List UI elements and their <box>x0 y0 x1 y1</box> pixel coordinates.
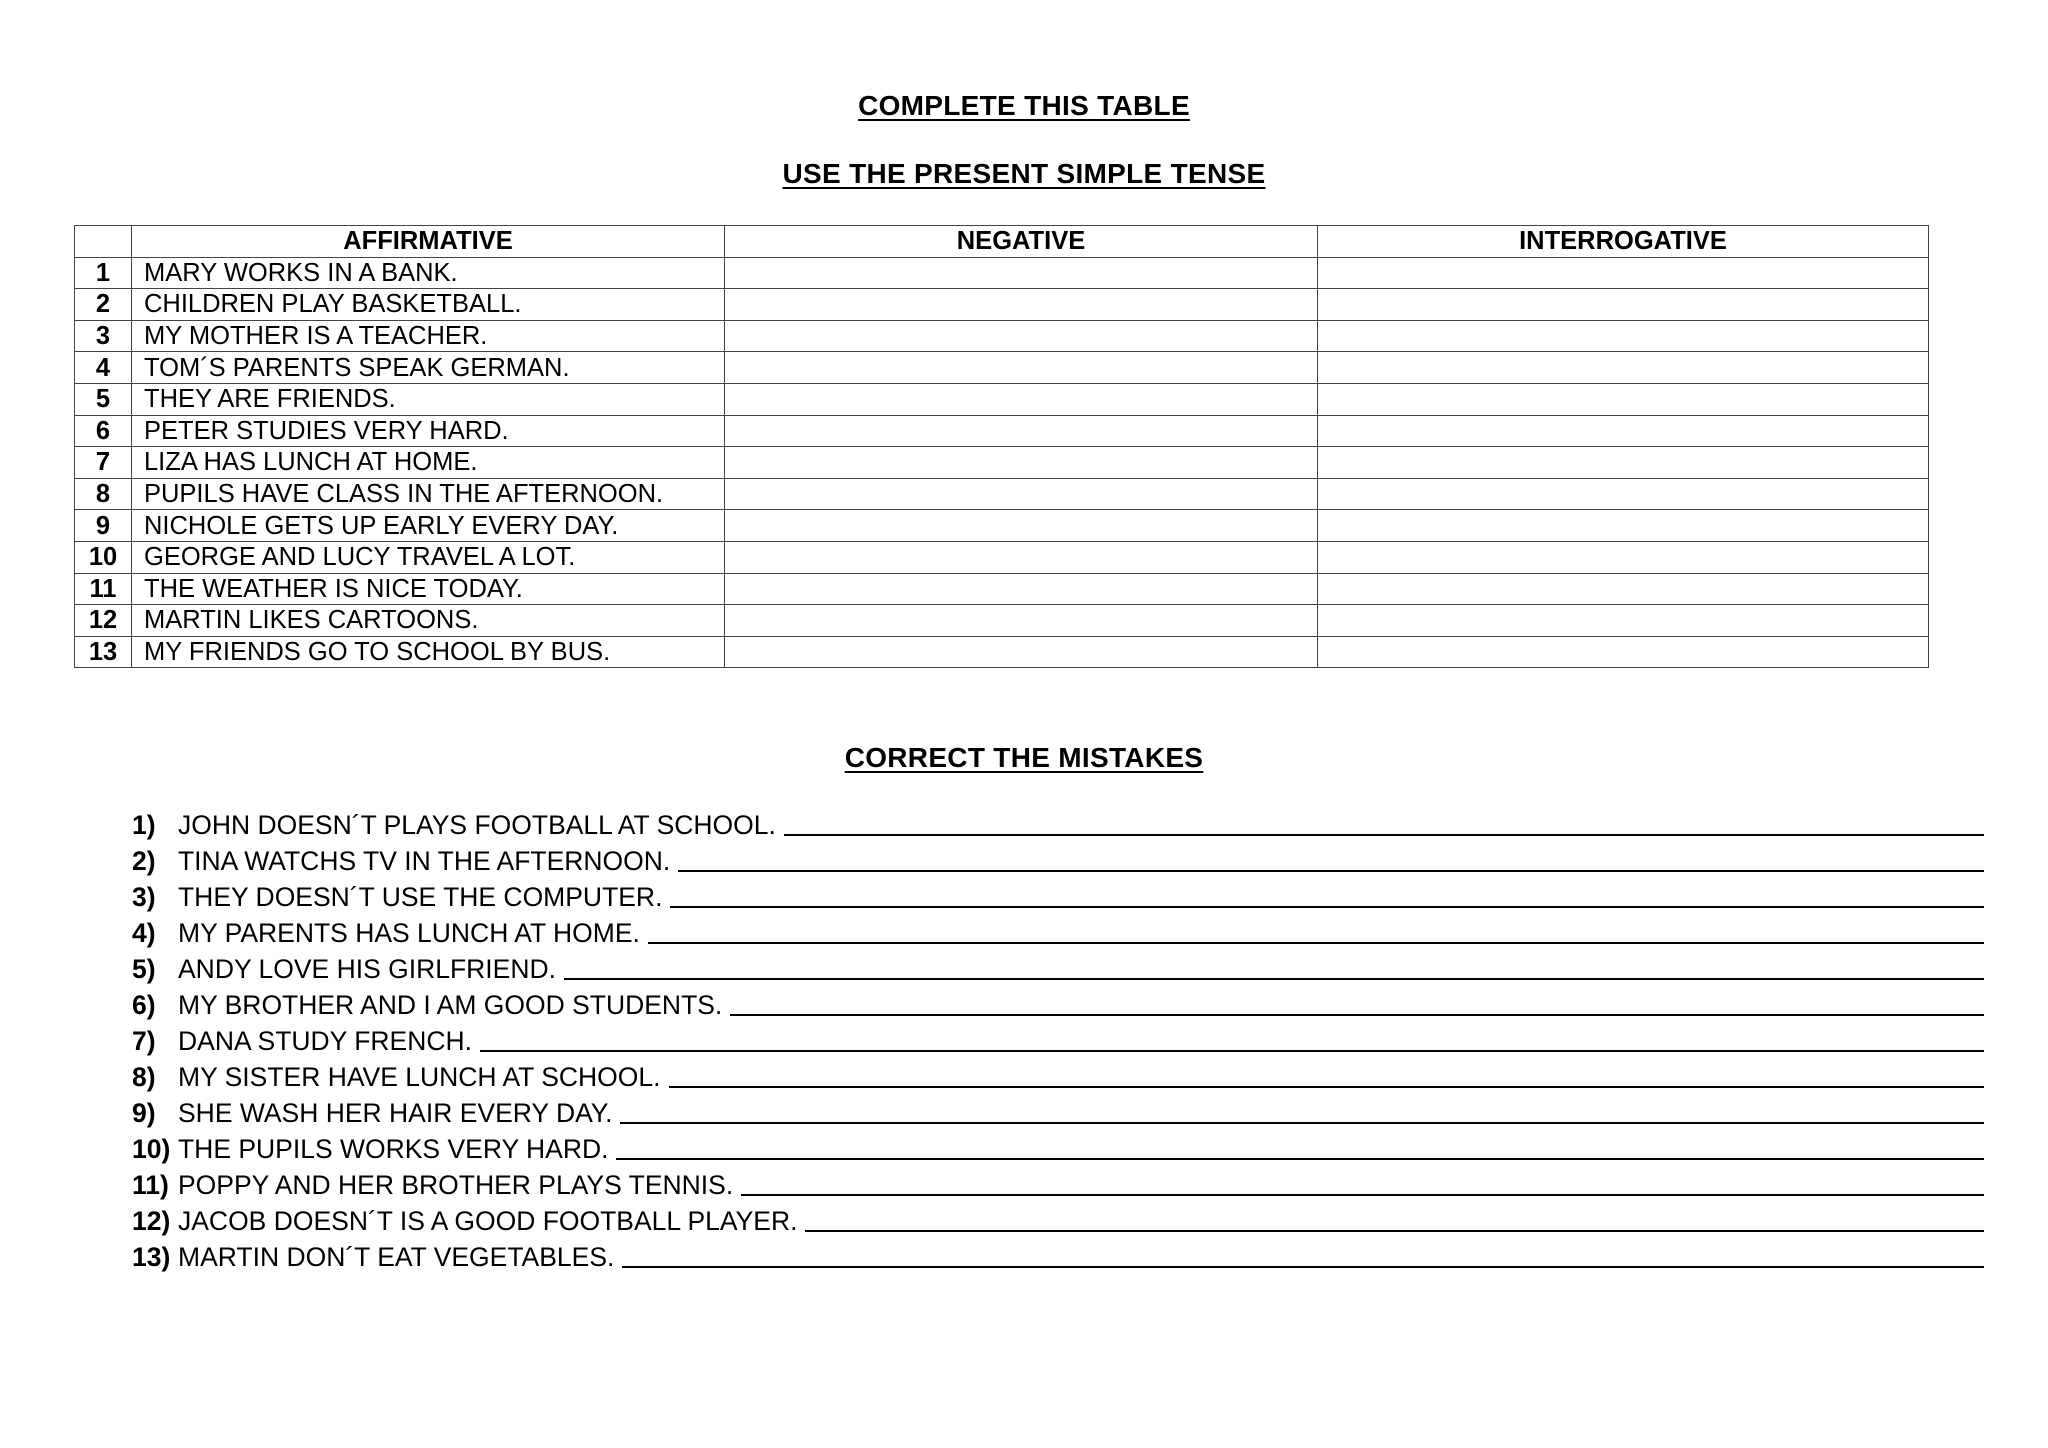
list-item <box>132 1129 1984 1165</box>
mistake-sentence: MY PARENTS HAS LUNCH AT HOME. <box>178 918 640 948</box>
affirmative-sentence: NICHOLE GETS UP EARLY EVERY DAY. <box>132 510 725 542</box>
exercise-table <box>74 225 1929 668</box>
answer-line[interactable] <box>784 833 1984 836</box>
interrogative-answer-cell[interactable] <box>1318 478 1929 510</box>
answer-line[interactable] <box>616 1157 1984 1160</box>
row-number: 2 <box>75 289 132 321</box>
negative-answer-cell[interactable] <box>725 383 1318 415</box>
table-header-affirmative: AFFIRMATIVE <box>132 226 725 258</box>
mistake-sentence: SHE WASH HER HAIR EVERY DAY. <box>178 1098 613 1128</box>
interrogative-answer-cell[interactable] <box>1318 289 1929 321</box>
item-number: 12) <box>132 1206 171 1236</box>
row-number: 4 <box>75 352 132 384</box>
row-number: 8 <box>75 478 132 510</box>
item-number: 4) <box>132 918 156 948</box>
item-number: 5) <box>132 954 156 984</box>
affirmative-sentence: TOM´S PARENTS SPEAK GERMAN. <box>132 352 725 384</box>
interrogative-answer-cell[interactable] <box>1318 447 1929 479</box>
table-row <box>75 636 1929 668</box>
affirmative-sentence: PUPILS HAVE CLASS IN THE AFTERNOON. <box>132 478 725 510</box>
row-number: 13 <box>75 636 132 668</box>
item-number: 3) <box>132 882 156 912</box>
item-number: 11) <box>132 1170 169 1200</box>
answer-line[interactable] <box>805 1229 1984 1232</box>
table-row <box>75 289 1929 321</box>
list-item <box>132 1201 1984 1237</box>
interrogative-answer-cell[interactable] <box>1318 510 1929 542</box>
list-item <box>132 913 1984 949</box>
list-item <box>132 877 1984 913</box>
table-header-number <box>75 226 132 258</box>
row-number: 1 <box>75 257 132 289</box>
mistake-sentence: ANDY LOVE HIS GIRLFRIEND. <box>178 954 556 984</box>
negative-answer-cell[interactable] <box>725 636 1318 668</box>
item-number: 13) <box>132 1242 171 1272</box>
row-number: 3 <box>75 320 132 352</box>
negative-answer-cell[interactable] <box>725 605 1318 637</box>
row-number: 6 <box>75 415 132 447</box>
list-item <box>132 985 1984 1021</box>
interrogative-answer-cell[interactable] <box>1318 257 1929 289</box>
interrogative-answer-cell[interactable] <box>1318 415 1929 447</box>
affirmative-sentence: MY FRIENDS GO TO SCHOOL BY BUS. <box>132 636 725 668</box>
table-row <box>75 383 1929 415</box>
item-number: 6) <box>132 990 156 1020</box>
table-row <box>75 257 1929 289</box>
table-row <box>75 478 1929 510</box>
table-row <box>75 352 1929 384</box>
table-header-interrogative: INTERROGATIVE <box>1318 226 1929 258</box>
negative-answer-cell[interactable] <box>725 415 1318 447</box>
row-number: 5 <box>75 383 132 415</box>
negative-answer-cell[interactable] <box>725 573 1318 605</box>
list-item <box>132 841 1984 877</box>
list-item <box>132 1165 1984 1201</box>
affirmative-sentence: CHILDREN PLAY BASKETBALL. <box>132 289 725 321</box>
mistake-sentence: JOHN DOESN´T PLAYS FOOTBALL AT SCHOOL. <box>178 810 776 840</box>
item-number: 2) <box>132 846 156 876</box>
negative-answer-cell[interactable] <box>725 447 1318 479</box>
answer-line[interactable] <box>620 1121 1984 1124</box>
row-number: 10 <box>75 541 132 573</box>
answer-line[interactable] <box>741 1193 1984 1196</box>
affirmative-sentence: MY MOTHER IS A TEACHER. <box>132 320 725 352</box>
list-item <box>132 1237 1984 1273</box>
list-item <box>132 1021 1984 1057</box>
table-header-negative: NEGATIVE <box>725 226 1318 258</box>
mistake-sentence: DANA STUDY FRENCH. <box>178 1026 472 1056</box>
mistake-sentence: TINA WATCHS TV IN THE AFTERNOON. <box>178 846 671 876</box>
affirmative-sentence: LIZA HAS LUNCH AT HOME. <box>132 447 725 479</box>
affirmative-sentence: THEY ARE FRIENDS. <box>132 383 725 415</box>
answer-line[interactable] <box>648 941 1984 944</box>
answer-line[interactable] <box>669 1085 1984 1088</box>
interrogative-answer-cell[interactable] <box>1318 320 1929 352</box>
list-item <box>132 1057 1984 1093</box>
interrogative-answer-cell[interactable] <box>1318 605 1929 637</box>
section-title-correct-mistakes: CORRECT THE MISTAKES <box>844 742 1204 773</box>
interrogative-answer-cell[interactable] <box>1318 352 1929 384</box>
affirmative-sentence: MARTIN LIKES CARTOONS. <box>132 605 725 637</box>
negative-answer-cell[interactable] <box>725 510 1318 542</box>
answer-line[interactable] <box>730 1013 1984 1016</box>
affirmative-sentence: THE WEATHER IS NICE TODAY. <box>132 573 725 605</box>
item-number: 10) <box>132 1134 171 1164</box>
answer-line[interactable] <box>480 1049 1984 1052</box>
page-title: COMPLETE THIS TABLE <box>858 90 1190 121</box>
affirmative-sentence: GEORGE AND LUCY TRAVEL A LOT. <box>132 541 725 573</box>
table-row <box>75 415 1929 447</box>
interrogative-answer-cell[interactable] <box>1318 541 1929 573</box>
interrogative-answer-cell[interactable] <box>1318 573 1929 605</box>
answer-line[interactable] <box>670 905 1984 908</box>
row-number: 7 <box>75 447 132 479</box>
row-number: 12 <box>75 605 132 637</box>
negative-answer-cell[interactable] <box>725 352 1318 384</box>
table-row <box>75 320 1929 352</box>
table-row <box>75 541 1929 573</box>
mistake-sentence: THE PUPILS WORKS VERY HARD. <box>178 1134 609 1164</box>
affirmative-sentence: PETER STUDIES VERY HARD. <box>132 415 725 447</box>
row-number: 11 <box>75 573 132 605</box>
negative-answer-cell[interactable] <box>725 541 1318 573</box>
table-row <box>75 510 1929 542</box>
page-subtitle: USE THE PRESENT SIMPLE TENSE <box>782 158 1266 189</box>
mistake-sentence: THEY DOESN´T USE THE COMPUTER. <box>178 882 663 912</box>
table-header-row <box>75 226 1929 258</box>
negative-answer-cell[interactable] <box>725 320 1318 352</box>
item-number: 1) <box>132 810 156 840</box>
list-item <box>132 805 1984 841</box>
interrogative-answer-cell[interactable] <box>1318 383 1929 415</box>
mistake-sentence: JACOB DOESN´T IS A GOOD FOOTBALL PLAYER. <box>178 1206 798 1236</box>
list-item <box>132 1093 1984 1129</box>
table-row <box>75 573 1929 605</box>
interrogative-answer-cell[interactable] <box>1318 636 1929 668</box>
negative-answer-cell[interactable] <box>725 478 1318 510</box>
item-number: 7) <box>132 1026 156 1056</box>
mistake-sentence: POPPY AND HER BROTHER PLAYS TENNIS. <box>178 1170 734 1200</box>
mistake-sentence: MY SISTER HAVE LUNCH AT SCHOOL. <box>178 1062 661 1092</box>
negative-answer-cell[interactable] <box>725 289 1318 321</box>
table-row <box>75 605 1929 637</box>
mistakes-list <box>132 805 1984 1273</box>
item-number: 9) <box>132 1098 156 1128</box>
answer-line[interactable] <box>564 977 1984 980</box>
answer-line[interactable] <box>678 869 1984 872</box>
row-number: 9 <box>75 510 132 542</box>
affirmative-sentence: MARY WORKS IN A BANK. <box>132 257 725 289</box>
list-item <box>132 949 1984 985</box>
negative-answer-cell[interactable] <box>725 257 1318 289</box>
mistake-sentence: MARTIN DON´T EAT VEGETABLES. <box>178 1242 615 1272</box>
answer-line[interactable] <box>622 1265 1984 1268</box>
table-row <box>75 447 1929 479</box>
item-number: 8) <box>132 1062 156 1092</box>
mistake-sentence: MY BROTHER AND I AM GOOD STUDENTS. <box>178 990 723 1020</box>
